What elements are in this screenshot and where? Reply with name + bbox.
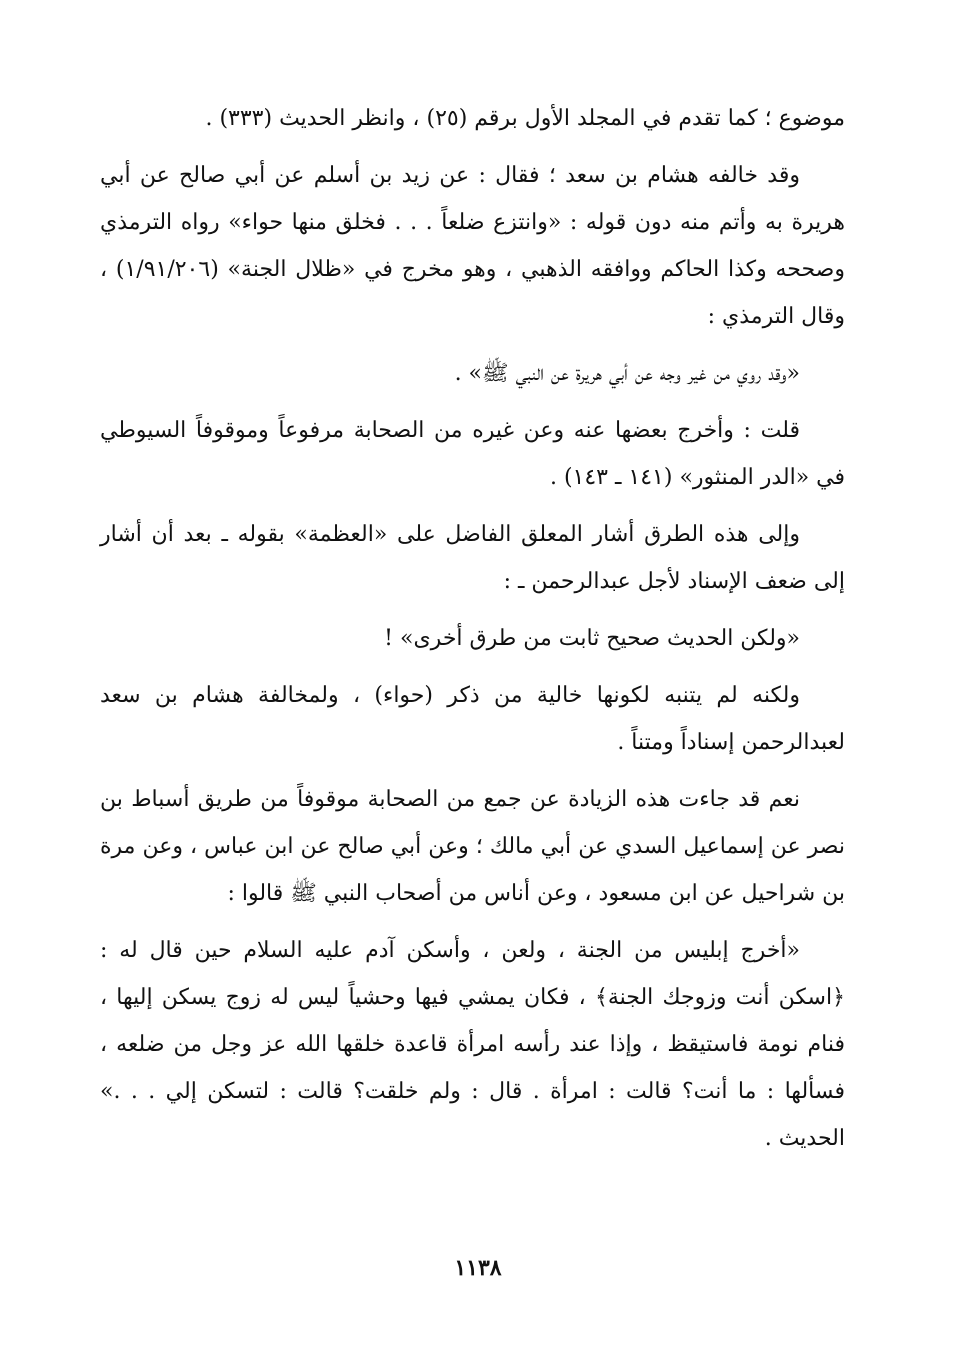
- paragraph-5: ولكنه لم يتنبه لكونها خالية من ذكر (حواء) ، ولمخالفة هشام بن سعد لعبدالرحمن إسناداً ومتناً .: [100, 683, 845, 755]
- page-body: [100, 95, 845, 1172]
- quotation-3: «أخرج إبليس من الجنة ، ولعن ، وأسكن آدم عليه السلام حين قال له : ﴿اسكن أنت وزوجك الجنة﴾ ، فكان يمشي فيها وحشياً ليس له زوج يسكن إليها ، فنام نومة فاستيقظ ، وإذا عند رأسه امرأة قاعدة خلقها الله عز وجل من ضلعه ، فسألها : ما أنت؟ قالت : امرأة . قال : ولم خلقت؟ قالت : لتسكن إلي . . .» الحديث .: [100, 938, 845, 1151]
- paragraph-1: موضوع ؛ كما تقدم في المجلد الأول برقم (٢٥) ، وانظر الحديث (٣٣٣) .: [205, 106, 845, 131]
- paragraph-6: نعم قد جاءت هذه الزيادة عن جمع من الصحابة موقوفاً من طريق أسباط بن نصر عن إسماعيل السدي عن أبي مالك ؛ وعن أبي صالح عن ابن عباس ، وعن مرة بن شراحيل عن ابن مسعود ، وعن أناس من أصحاب النبي ﷺ قالوا :: [100, 787, 845, 906]
- paragraph-3: قلت : وأخرج بعضها عنه وعن غيره من الصحابة مرفوعاً وموقوفاً السيوطي في «الدر المنثور» (١٤١ ـ ١٤٣) .: [100, 418, 845, 490]
- quotation-1: «وقد روي من غير وجه عن أبي هريرة عن النبي ﷺ» .: [454, 361, 800, 386]
- quotation-2: «ولكن الحديث صحيح ثابت من طرق أخرى» !: [384, 626, 800, 651]
- page-number: ١١٣٨: [454, 1255, 502, 1281]
- paragraph-4: وإلى هذه الطرق أشار المعلق الفاضل على «العظمة» بقوله ـ بعد أن أشار إلى ضعف الإسناد لأجل عبدالرحمن ـ :: [100, 522, 845, 594]
- paragraph-2: وقد خالفه هشام بن سعد ؛ فقال : عن زيد بن أسلم عن أبي صالح عن أبي هريرة به وأتم منه دون قوله : «وانتزع ضلعاً . . . فخلق منها حواء» رواه الترمذي وصححه وكذا الحاكم ووافقه الذهبي ، وهو مخرج في «ظلال الجنة» (١/٩١/٢٠٦) ، وقال الترمذي :: [100, 163, 845, 329]
